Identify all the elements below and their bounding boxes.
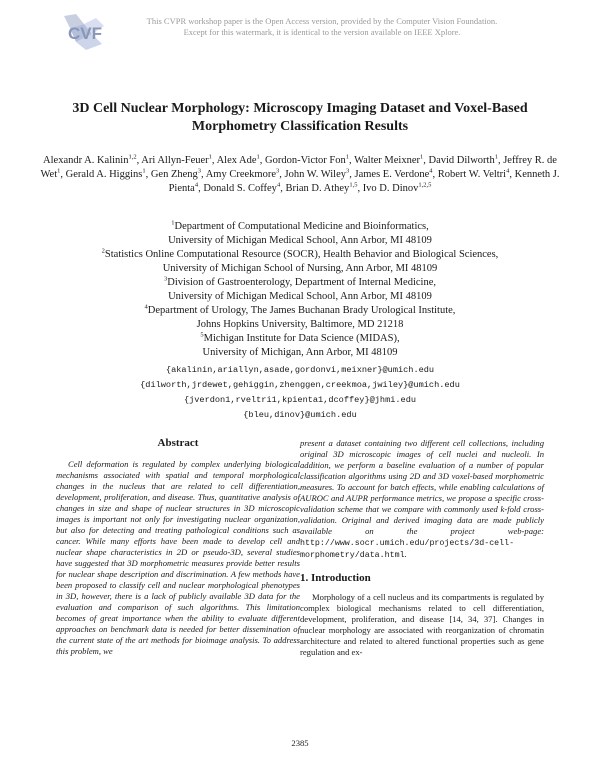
affiliation-line — [40, 220, 560, 234]
email-line: {akalinin,ariallyn,asade,gordonvi,meixner}@umich.edu — [165, 365, 435, 375]
author-affiliation-mark: 1 — [420, 153, 424, 161]
author-name: Amy Creekmore — [205, 169, 276, 180]
author-name: Gordon-Victor Fon — [265, 155, 346, 166]
affiliation-line: University of Michigan Medical School, Ann Arbor, MI 48109 — [168, 291, 432, 302]
author-affiliation-mark: 1 — [345, 153, 350, 161]
author-affiliation-mark: 3 — [275, 167, 280, 175]
author-affiliation-mark: 1 — [57, 167, 61, 175]
author-name: Jeffrey R. de Wet — [40, 155, 557, 180]
affiliation-line: University of Michigan Medical School, Ann Arbor, MI 48109 — [168, 235, 432, 246]
author-name: Gerald A. Higgins — [65, 169, 143, 180]
author — [284, 169, 349, 180]
author — [141, 155, 212, 166]
author-affiliation-mark: 3 — [346, 167, 350, 175]
title-line-1: 3D Cell Nuclear Morphology: Microscopy Imaging Dataset and Voxel-Based — [72, 101, 528, 116]
cvf-logo-text: CVF — [68, 24, 102, 43]
affiliation-list — [40, 220, 560, 360]
author — [354, 155, 423, 166]
author — [206, 169, 280, 180]
affiliation-number: 2 — [101, 247, 105, 255]
author-affiliation-mark: 3 — [197, 167, 202, 175]
author-affiliation-mark: 1 — [494, 153, 498, 161]
paper-title — [40, 100, 560, 136]
introduction-heading: 1. Introduction — [300, 572, 371, 584]
author — [429, 155, 498, 166]
abstract-end-period: . — [404, 549, 407, 559]
author-affiliation-mark: 1,2 — [128, 153, 137, 161]
author-affiliation-mark: 1 — [142, 167, 146, 175]
title-line-2: Morphometry Classification Results — [191, 119, 409, 134]
abstract-continued — [300, 438, 544, 561]
author-name: Gen Zheng — [150, 169, 198, 180]
abstract-heading: Abstract — [157, 437, 199, 449]
affiliation-text: Michigan Institute for Data Science (MIDAS), — [203, 333, 400, 344]
author — [355, 169, 433, 180]
affiliation-text: Statistics Online Computational Resource (SOCR), Health Behavior and Biological Sciences, — [104, 249, 499, 260]
author-affiliation-mark: 1,5 — [349, 181, 358, 189]
page-number: 2385 — [291, 738, 309, 748]
affiliation-line — [40, 304, 560, 318]
affiliation-line: University of Michigan School of Nursing, Ann Arbor, MI 48109 — [162, 263, 438, 274]
author-name: James E. Verdone — [354, 169, 430, 180]
author-name: Alexandr A. Kalinin — [43, 155, 129, 166]
author — [285, 183, 357, 194]
cvf-logo — [62, 12, 108, 52]
affiliation-text: Department of Computational Medicine and Bioinformatics, — [174, 221, 429, 232]
email-line: {bleu,dinov}@umich.edu — [243, 410, 357, 420]
affiliation-line — [40, 248, 560, 262]
author-affiliation-mark: 1 — [208, 153, 212, 161]
author-affiliation-mark: 1 — [256, 153, 260, 161]
author-name: Kenneth J. Pienta — [168, 169, 560, 194]
affiliation-line: University of Michigan, Ann Arbor, MI 48109 — [202, 347, 398, 358]
author-name: Robert W. Veltri — [437, 169, 507, 180]
watermark-line-1: This CVPR workshop paper is the Open Access version, provided by the Computer Vision Foundation. — [146, 16, 498, 26]
author-affiliation-mark: 4 — [429, 167, 433, 175]
right-column — [300, 438, 544, 658]
abstract-continued-text: present a dataset containing two different cell collections, including original 3D microscopic images of cell nuclei and nucleoli. In addition, we perform a baseline evaluation of a number of popular classification algorithms using 2D and 3D voxel-based morphometric measures. To account for batch effects, while enabling calculations of AUROC and AUPR performance metrics, we propose a specific cross-validation scheme that we compare with commonly used k-fold cross-validation. Original and derived imaging data are made publicly available on the project web-page: — [300, 438, 544, 536]
affiliation-text: Division of Gastroenterology, Department of Internal Medicine, — [167, 277, 436, 288]
author-affiliation-mark: 4 — [506, 167, 510, 175]
author-name: Ari Allyn-Feuer — [141, 155, 209, 166]
author-name: Brian D. Athey — [285, 183, 350, 194]
affiliation-number: 1 — [171, 219, 175, 227]
affiliation-number: 4 — [144, 303, 148, 311]
affiliation-number: 3 — [164, 275, 168, 283]
author-name: John W. Wiley — [284, 169, 346, 180]
author — [43, 155, 137, 166]
affiliation-text: Department of Urology, The James Buchanan Brady Urological Institute, — [147, 305, 456, 316]
author — [151, 169, 201, 180]
introduction-text: Morphology of a cell nucleus and its compartments is regulated by complex biological mechanisms related to cell differentiation, development, proliferation, and disease [14, 34, 37]. Changes in nuclear morphology are associated with reorganization of chromatin architecture and related to altered functional properties such as gene regulation and ex- — [300, 592, 544, 657]
watermark-line-2: Except for this watermark, it is identical to the version available on IEEE Xplore. — [183, 27, 461, 37]
left-column — [56, 438, 300, 657]
project-url-link[interactable]: http://www.socr.umich.edu/projects/3d-cell-morphometry/data.html — [300, 539, 515, 560]
watermark-text — [112, 16, 532, 38]
affiliation-line — [40, 276, 560, 290]
author-affiliation-mark: 1,2,5 — [418, 181, 432, 189]
author-affiliation-mark: 4 — [194, 181, 199, 189]
author-list: Alexandr A. Kalinin$^{1,2}$, Ari Allyn-Feuer$^1$, Alex Ade$^1$, Gordon-Victor Fon$^1$, Walter Meixner$^1$, David Dilworth$^1$, Jeffrey R. de Wet$^1$, Gerald A. Higgins$^1$, Gen Zheng$^3$, Amy Creekmore$^3$, John W. Wiley$^3$, James E. Verdone$^4$, Robert W. Veltri$^4$, Kenneth J. Pienta$^4$, Donald S. Coffey$^4$, Brian D. Athey$^{1,5}$, Ivo D. Dinov$^{1,2,5}$ — [40, 153, 560, 194]
author — [203, 183, 280, 194]
email-list — [40, 363, 560, 423]
author-name: Donald S. Coffey — [203, 183, 277, 194]
affiliation-line — [40, 332, 560, 346]
author — [66, 169, 146, 180]
author-name: Alex Ade — [216, 155, 257, 166]
author — [363, 183, 432, 194]
affiliation-line: Johns Hopkins University, Baltimore, MD 21218 — [196, 319, 404, 330]
author-affiliation-mark: 4 — [276, 181, 281, 189]
author — [438, 169, 510, 180]
author — [265, 155, 349, 166]
author-name: David Dilworth — [428, 155, 495, 166]
affiliation-number: 5 — [200, 331, 204, 339]
email-line: {dilworth,jrdewet,gehiggin,zhenggen,creekmoa,jwiley}@umich.edu — [140, 380, 460, 390]
author-name: Ivo D. Dinov — [362, 183, 419, 194]
author-name: Walter Meixner — [354, 155, 420, 166]
email-line: {jverdon1,rveltri1,kpienta1,dcoffey}@jhmi.edu — [183, 395, 417, 405]
author — [217, 155, 260, 166]
abstract-text: Cell deformation is regulated by complex underlying biological mechanisms associated with spatial and temporal morphological changes in the nucleus that are related to cell differentiation, development, proliferation, and disease. Thus, quantitative analysis of changes in size and shape of nuclear structures in 3D microscopic images is important not only for investigating nuclear organization, but also for detecting and treating pathological conditions such as cancer. While many efforts have been made to develop cell and nuclear shape characteristics in 2D or pseudo-3D, several studies have suggested that 3D morphometric measures provide better results for nuclear shape description and discrimination. A few methods have been proposed to classify cell and nuclear morphological phenotypes in 3D, however, there is a lack of publicly available 3D data for the evaluation and comparison of such algorithms. This limitation becomes of great importance when the ability to evaluate different approaches on benchmark data is needed for better dissemination of the current state of the art methods for bioimage analysis. To address this problem, we — [56, 459, 300, 656]
